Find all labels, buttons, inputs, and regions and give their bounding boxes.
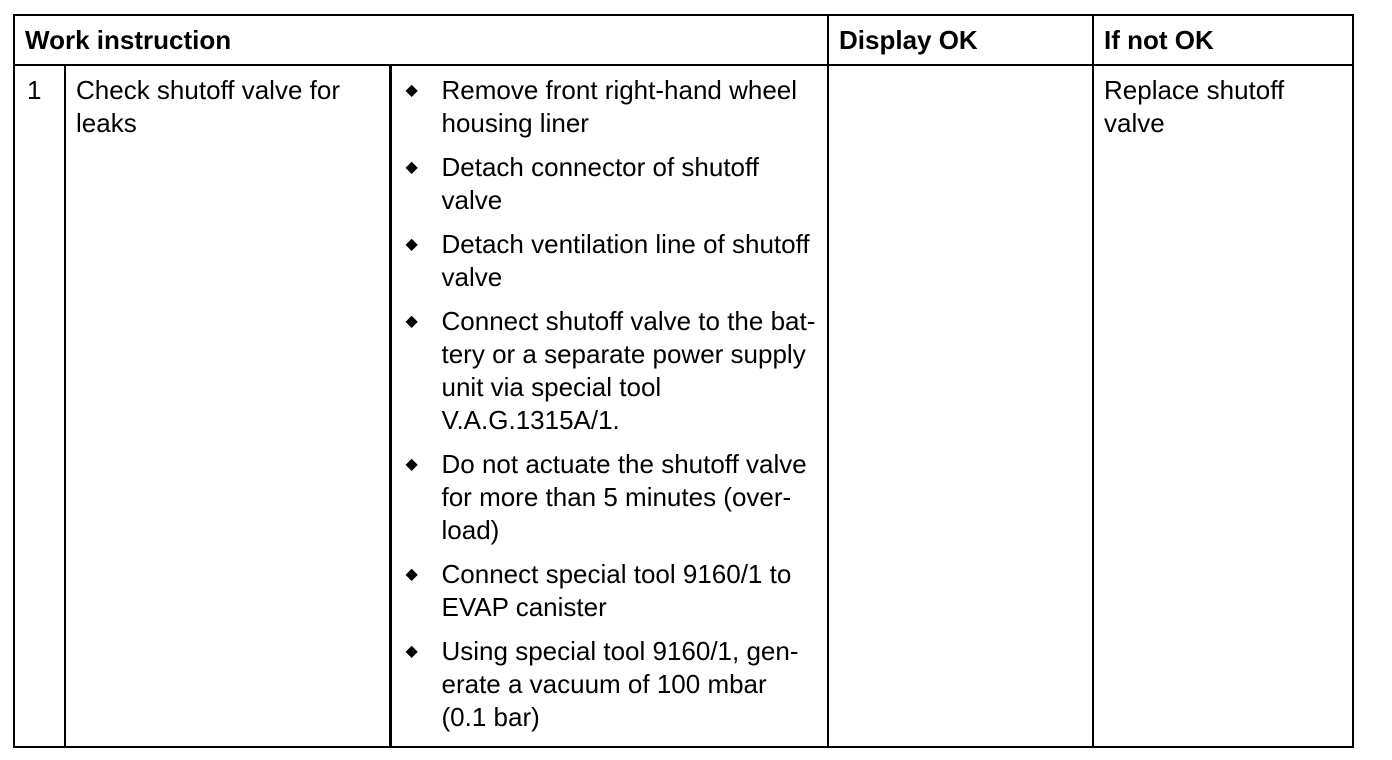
step-text: Detach ventilation line of shutoff valve	[441, 229, 810, 292]
list-item	[404, 228, 818, 294]
step-text: Connect special tool 9160/1 to EVAP canister	[441, 559, 792, 622]
step-text: Do not actuate the shutoff valve for more than 5 minutes (over-load)	[441, 449, 807, 545]
list-item	[404, 151, 818, 217]
check-description: Check shutoff valve for leaks	[65, 65, 390, 747]
step-text: Using special tool 9160/1, gen-erate a vacuum of 100 mbar (0.1 bar)	[441, 636, 799, 732]
list-item	[404, 558, 818, 624]
list-item	[404, 74, 818, 140]
list-item	[404, 635, 818, 734]
step-text: Detach connector of shutoff valve	[441, 152, 759, 215]
diamond-bullet-icon: ◆	[405, 313, 418, 330]
table-row	[14, 65, 1353, 747]
diamond-bullet-icon: ◆	[405, 456, 418, 473]
work-instruction-header: Work instruction	[14, 15, 828, 65]
instruction-steps	[390, 65, 828, 747]
display-ok-cell	[828, 65, 1093, 747]
diamond-bullet-icon: ◆	[405, 643, 418, 660]
diamond-bullet-icon: ◆	[405, 159, 418, 176]
work-instruction-table	[13, 14, 1354, 748]
if-not-ok-header: If not OK	[1093, 15, 1353, 65]
step-text: Connect shutoff valve to the bat-tery or a separate power supply unit via special tool V.A.G.1315A/1.	[441, 306, 816, 435]
table-header-row	[14, 15, 1353, 65]
list-item	[404, 448, 818, 547]
step-number: 1	[14, 65, 65, 747]
if-not-ok-cell: Replace shutoff valve	[1093, 65, 1353, 747]
diamond-bullet-icon: ◆	[405, 236, 418, 253]
diamond-bullet-icon: ◆	[405, 82, 418, 99]
display-ok-header: Display OK	[828, 15, 1093, 65]
step-text: Remove front right-hand wheel housing liner	[441, 75, 798, 138]
step-list	[404, 74, 818, 734]
list-item	[404, 305, 818, 437]
diamond-bullet-icon: ◆	[405, 566, 418, 583]
